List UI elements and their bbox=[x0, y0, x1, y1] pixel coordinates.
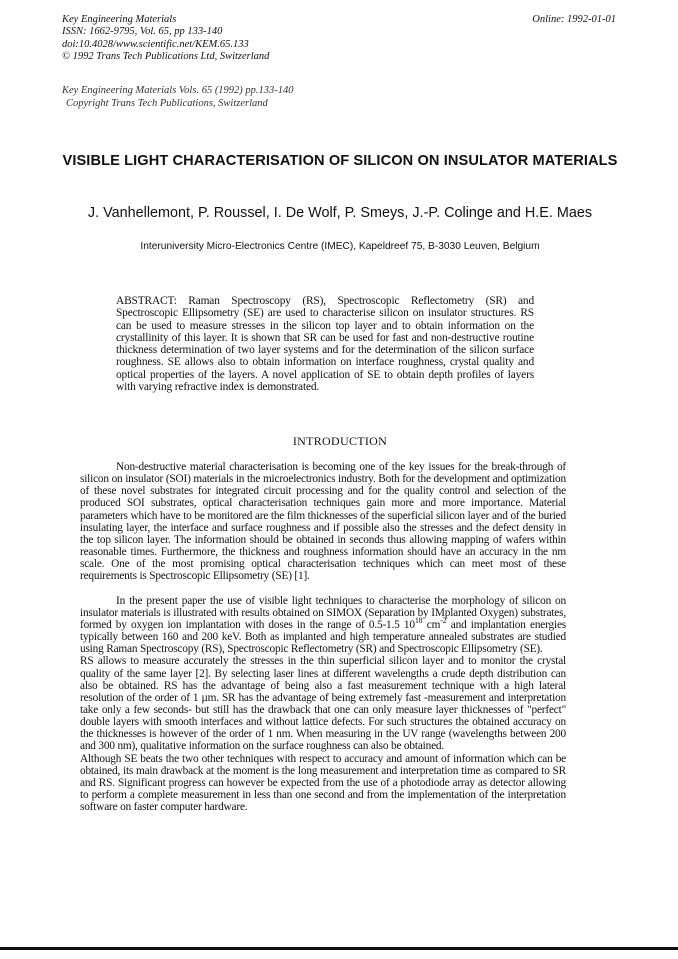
online-date-text: Online: 1992-01-01 bbox=[532, 14, 616, 25]
copyright-line: © 1992 Trans Tech Publications Ltd, Switzerland bbox=[62, 50, 270, 62]
paragraph-2-text-b: and implantation energies typically between 160 and 200 keV. Both as implanted and high temperature annealed substrates are studied using Raman Spectroscopy (RS), Spectroscopic Reflectometry (SR) and Spectroscopic Ellipsometry (SE). bbox=[80, 618, 566, 656]
paragraph-1: Non-destructive material characterisation is becoming one of the key issues for the break-through of silicon on insulator (SOI) materials in the microelectronics industry. Both for the development and optimization of these novel substrates for integrated circuit processing and for the quality control and selection of the produced SOI substrates, optical characterisation techniques gain more and more importance. Material parameters which have to be monitored are the film thicknesses of the superficial silicon layer and of the buried insulating layer, the interface and surface roughness and if possible also the stresses and the defect density in the top silicon layer. The information should be obtained in seconds thus allowing mapping of wafers within reasonable times. Furthermore, the thickness and roughness information should have an accuracy in the nm scale. One of the most promising optical characterisation techniques which can meet most of these requirements is Spectroscopic Ellipsometry (SE) [1]. bbox=[80, 461, 566, 583]
doi-link[interactable]: doi:10.4028/www.scientific.net/KEM.65.133 bbox=[62, 38, 249, 50]
exponent-minus-2: -2 bbox=[440, 616, 447, 626]
section-heading-introduction: INTRODUCTION bbox=[292, 434, 388, 448]
volume-info bbox=[62, 85, 294, 110]
exponent-18: 18 bbox=[414, 616, 423, 626]
paragraph-3: RS allows to measure accurately the stresses in the thin superficial silicon layer and to monitor the crystal quality of the same layer [2]. By selecting laser lines at different wavelengths a crude depth distribution can also be obtained. RS has the advantage of being also a fast measurement technique with a high lateral resolution of the order of 1 µm. SR has the advantage of being extremely fast -measurement and interpretation take only a few seconds- but still has the drawback that one can only measure layer thicknesses of "perfect" double layers with smooth interfaces and without lattice defects. For such structures the obtained accuracy on the thicknesses is however of the order of 1 nm. When measuring in the UV range (wavelengths between 200 and 300 nm), qualitative information on the surface roughness can also be obtained. bbox=[80, 655, 566, 753]
paragraph-2-text-a: In the present paper the use of visible light techniques to characterise the morphology of silicon on insulator materials is illustrated with results obtained on SIMOX (Separation by IMplanted Oxygen) substrates, formed by oxygen ion implantation with doses in the range of 0.5-1.5 10 bbox=[80, 594, 566, 631]
issn-line: ISSN: 1662-9795, Vol. 65, pp 133-140 bbox=[62, 26, 223, 38]
paragraph-2 bbox=[80, 595, 566, 656]
publisher-copyright-line: Copyright Trans Tech Publications, Switzerland bbox=[66, 97, 268, 109]
journal-header bbox=[62, 14, 269, 63]
journal-name: Key Engineering Materials bbox=[62, 14, 177, 25]
paper-title: VISIBLE LIGHT CHARACTERISATION OF SILICON ON INSULATOR MATERIALS bbox=[62, 153, 618, 169]
volume-line: Key Engineering Materials Vols. 65 (1992) pp.133-140 bbox=[62, 85, 294, 96]
abstract: ABSTRACT: Raman Spectroscopy (RS), Spectroscopic Reflectometry (SR) and Spectroscopic Ellipsometry (SE) are used to characterise silicon on insulator structures. RS can be used to measure stresses in the silicon top layer and to obtain information on the crystallinity of this layer. It is shown that SR can be used for fast and non-destructive routine thickness determination of two layer systems and for the determination of the silicon surface roughness. SE allows also to obtain information on interface roughness, crystal quality and optical properties of the layers. A novel application of SE to obtain depth profiles of layers with varying refractive index is demonstrated. bbox=[116, 295, 534, 394]
online-date bbox=[532, 14, 616, 26]
paragraph-2-unit: cm bbox=[422, 618, 441, 631]
paragraph-4: Although SE beats the two other techniques with respect to accuracy and amount of information which can be obtained, its main drawback at the moment is the long measurement and interpretation time as compared to SR and RS. Significant progress can however be expected from the use of a photodiode array as detector allowing to perform a complete measurement in less than one second and from the implementation of the interpretation software on faster computer hardware. bbox=[80, 752, 566, 814]
page-bottom-rule bbox=[0, 947, 678, 950]
affiliation: Interuniversity Micro-Electronics Centre (IMEC), Kapeldreef 75, B-3030 Leuven, Belgium bbox=[140, 241, 540, 252]
author-list: J. Vanhellemont, P. Roussel, I. De Wolf, P. Smeys, J.-P. Colinge and H.E. Maes bbox=[87, 205, 593, 221]
introduction-body bbox=[80, 461, 566, 813]
